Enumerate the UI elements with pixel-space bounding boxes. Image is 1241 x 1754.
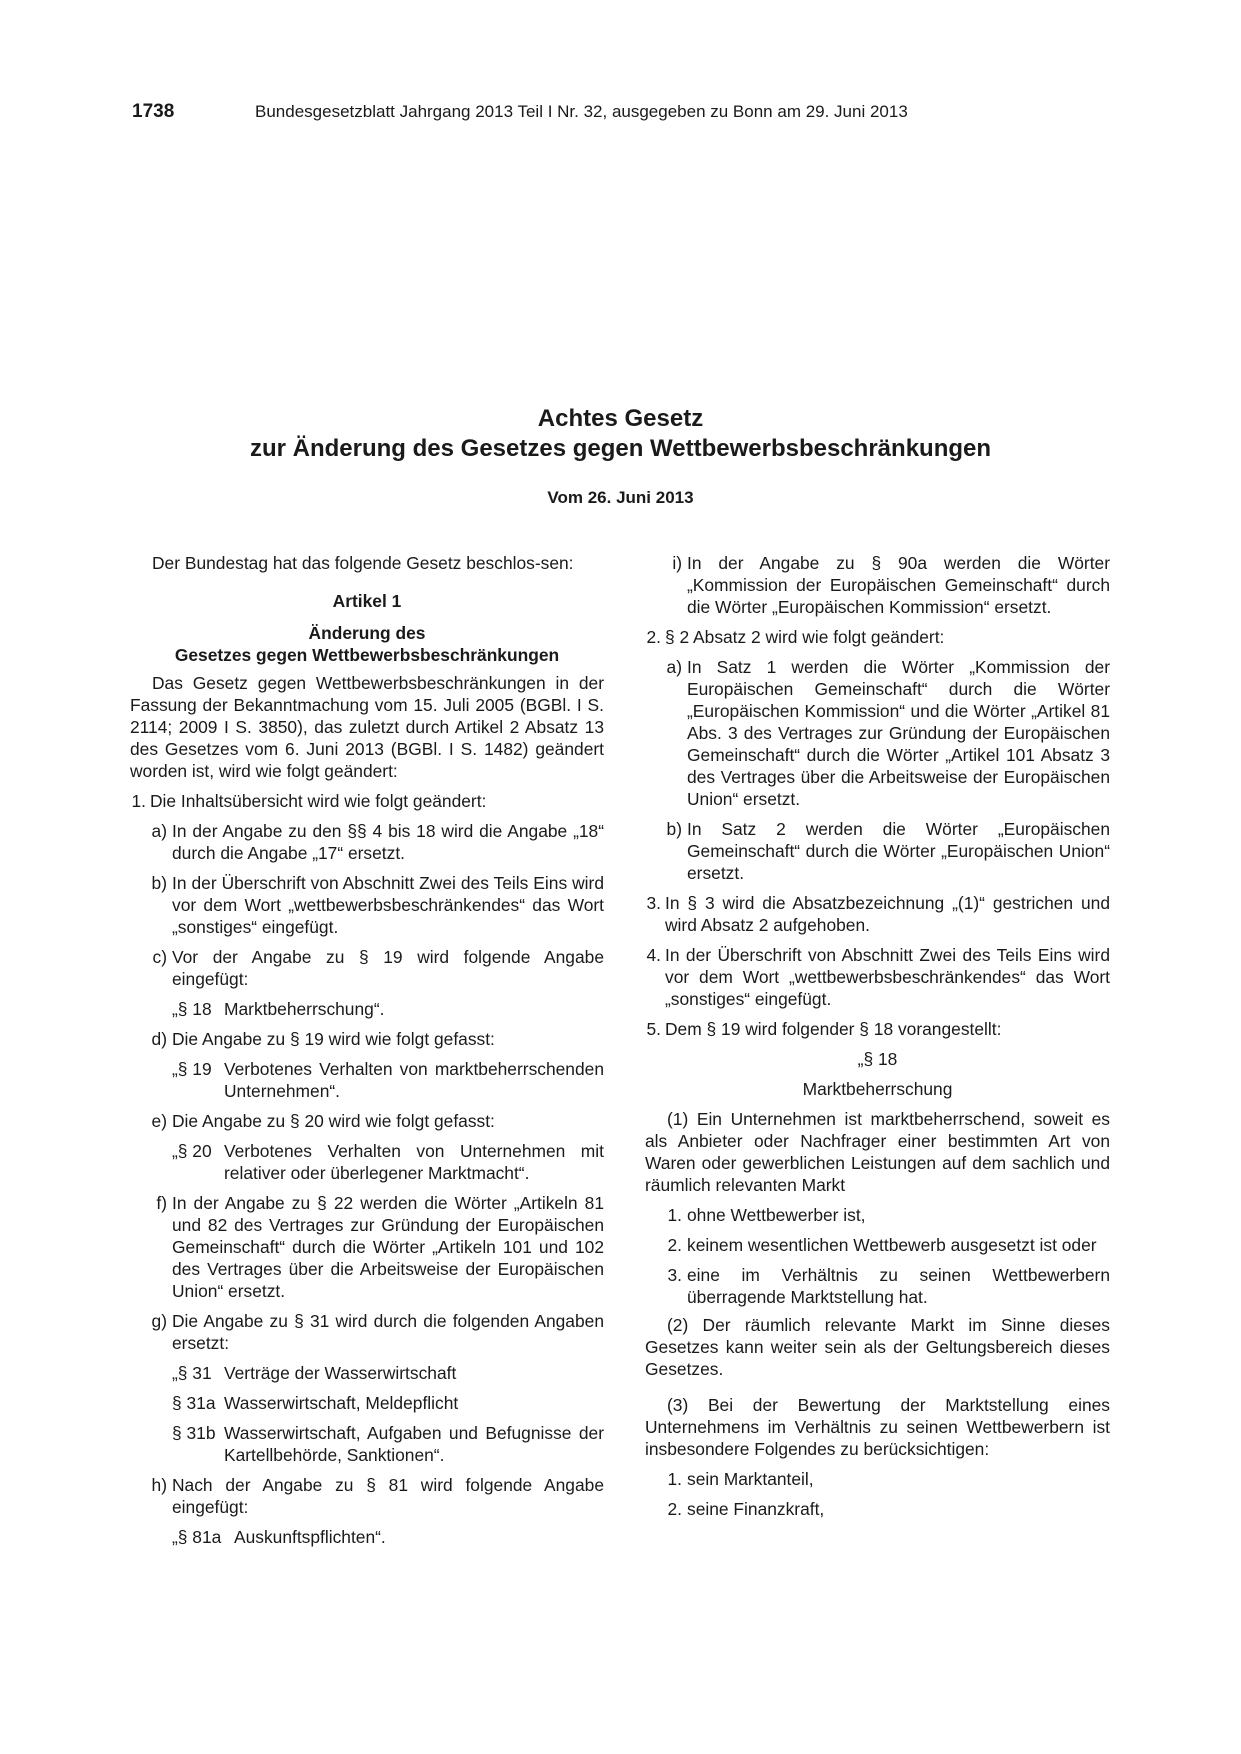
quoted-entry-text: Wasserwirtschaft, Meldepflicht (224, 1393, 459, 1413)
quoted-entry-text: Marktbeherrschung“. (224, 999, 385, 1019)
list-item-label: 3. (646, 893, 661, 913)
sub-item-text: Die Angabe zu § 19 wird wie folgt gefasst: (172, 1029, 495, 1049)
numbered-item-text: ohne Wettbewerber ist, (687, 1205, 866, 1225)
numbered-item-label: 2. (667, 1235, 682, 1255)
quoted-entry-text: Verbotenes Verhalten von marktbeherrschenden Unternehmen“. (224, 1059, 604, 1101)
numbered-item-text: sein Marktanteil, (687, 1469, 814, 1489)
sub-item-label: c) (152, 947, 167, 967)
sub-item-b (645, 818, 1110, 884)
list-item-text: § 2 Absatz 2 wird wie folgt geändert: (665, 627, 945, 647)
sub-item-label: i) (672, 553, 682, 573)
left-column (130, 552, 604, 1548)
paragraph-abs3: (3) Bei der Bewertung der Marktstellung eines Unternehmens im Verhältnis zu seinen Wettbewerbern ist insbesondere Folgendes zu berücksichtigen: (645, 1395, 1110, 1459)
numbered-item-label: 2. (667, 1499, 682, 1519)
list-item-label: 2. (646, 627, 661, 647)
sub-item-text: In Satz 1 werden die Wörter „Kommission der Europäischen Gemeinschaft“ durch die Wörter „Europäischen Kommission“ und die Wörter „Artikel 81 Abs. 3 des Vertrages zur Gründung der Europäischen Gemeinschaft“ durch die Wörter „Artikel 101 Absatz 3 des Vertrages über die Arbeitsweise der Europäischen Union“ ersetzt. (687, 657, 1110, 809)
paragraph-abs1: (1) Ein Unternehmen ist marktbeherrschend, soweit es als Anbieter oder Nachfrager einer bestimmten Art von Waren oder gewerblichen Leistungen auf dem sachlich und räumlich relevanten Markt (645, 1109, 1110, 1195)
quoted-entry (130, 1422, 604, 1466)
right-column (645, 552, 1110, 1520)
quoted-entry-text: Verbotenes Verhalten von Unternehmen mit relativer oder überlegener Marktmacht“. (224, 1141, 604, 1183)
law-date: Vom 26. Juni 2013 (547, 488, 694, 507)
numbered-item (645, 1234, 1110, 1256)
list-item-text: In der Überschrift von Abschnitt Zwei des Teils Eins wird vor dem Wort „wettbewerbsbeschränkendes“ das Wort „sonstiges“ eingefügt. (665, 945, 1110, 1009)
numbered-item-label: 1. (667, 1469, 682, 1489)
sub-item-d (130, 1028, 604, 1050)
law-title-line2: zur Änderung des Gesetzes gegen Wettbewerbsbeschränkungen (249, 435, 992, 462)
numbered-item (645, 1468, 1110, 1490)
quoted-entry (130, 1140, 604, 1184)
running-head-text: Bundesgesetzblatt Jahrgang 2013 Teil I Nr. 32, ausgegeben zu Bonn am 29. Juni 2013 (255, 102, 908, 121)
list-item-1 (130, 790, 604, 812)
sub-item-label: f) (156, 1193, 167, 1213)
sub-item-label: d) (151, 1029, 167, 1049)
list-item-3 (645, 892, 1110, 936)
list-item-label: 4. (646, 945, 661, 965)
quoted-entry-number: „§ 81a (172, 1527, 222, 1547)
artikel-title-line1: Änderung des (308, 623, 426, 643)
quoted-entry (130, 1362, 604, 1384)
sub-item-text: In Satz 2 werden die Wörter „Europäischen Gemeinschaft“ durch die Wörter „Europäischen Union“ ersetzt. (687, 819, 1110, 883)
quoted-entry-number: § 31b (172, 1423, 216, 1443)
sub-item-text: In der Angabe zu § 22 werden die Wörter „Artikeln 81 und 82 des Vertrages zur Gründung der Europäischen Gemeinschaft“ durch die Wörter „Artikeln 101 und 102 des Vertrages über die Arbeitsweise der Europäischen Union“ ersetzt. (172, 1193, 604, 1301)
sub-item-i (645, 552, 1110, 618)
section-number: „§ 18 (857, 1049, 898, 1069)
quoted-entry-text: Verträge der Wasserwirtschaft (224, 1363, 457, 1383)
sub-item-f (130, 1192, 604, 1302)
sub-item-label: b) (666, 819, 682, 839)
sub-item-text: Die Angabe zu § 20 wird wie folgt gefasst: (172, 1111, 495, 1131)
list-item-2 (645, 626, 1110, 648)
preamble-paragraph: Das Gesetz gegen Wettbewerbsbeschränkungen in der Fassung der Bekanntmachung vom 15. Juli 2005 (BGBl. I S. 2114; 2009 I S. 3850), das zuletzt durch Artikel 2 Absatz 13 des Gesetzes vom 6. Juni 2013 (BGBl. I S. 1482) geändert worden ist, wird wie folgt geändert: (130, 673, 604, 781)
quoted-entry-text: Wasserwirtschaft, Aufgaben und Befugnisse der Kartellbehörde, Sanktionen“. (224, 1423, 604, 1465)
law-title-line1: Achtes Gesetz (537, 405, 704, 432)
sub-item-a (130, 820, 604, 864)
artikel-heading: Artikel 1 (332, 591, 402, 611)
sub-item-label: h) (151, 1475, 167, 1495)
sub-item-h (130, 1474, 604, 1518)
list-item-4 (645, 944, 1110, 1010)
sub-item-label: a) (151, 821, 167, 841)
quoted-entry-number: „§ 18 (172, 999, 212, 1019)
list-item-5 (645, 1018, 1110, 1040)
quoted-entry (130, 1058, 604, 1102)
section-title: Marktbeherrschung (802, 1079, 953, 1099)
quoted-entry (130, 1392, 604, 1414)
running-head (132, 101, 908, 123)
sub-item-label: e) (151, 1111, 167, 1131)
quoted-entry-number: „§ 19 (172, 1059, 212, 1079)
sub-item-text: Die Angabe zu § 31 wird durch die folgenden Angaben ersetzt: (172, 1311, 604, 1353)
list-item-text: Dem § 19 wird folgender § 18 vorangestellt: (665, 1019, 1002, 1039)
sub-item-c (130, 946, 604, 990)
list-item-text: Die Inhaltsübersicht wird wie folgt geändert: (150, 791, 487, 811)
numbered-item-label: 1. (667, 1205, 682, 1225)
sub-item-b (130, 872, 604, 938)
sub-item-text: In der Angabe zu § 90a werden die Wörter „Kommission der Europäischen Gemeinschaft“ durch die Wörter „Europäischen Kommission“ ersetzt. (687, 553, 1110, 617)
sub-item-label: a) (666, 657, 682, 677)
quoted-entry-number: „§ 20 (172, 1141, 212, 1161)
numbered-item (645, 1498, 1110, 1520)
numbered-item-text: eine im Verhältnis zu seinen Wettbewerbern überragende Marktstellung hat. (687, 1265, 1110, 1307)
list-item-label: 5. (646, 1019, 661, 1039)
sub-item-label: b) (151, 873, 167, 893)
title-block (0, 404, 1241, 508)
sub-item-label: g) (151, 1311, 167, 1331)
sub-item-e (130, 1110, 604, 1132)
quoted-entry-number: „§ 31 (172, 1363, 212, 1383)
sub-item-text: In der Überschrift von Abschnitt Zwei des Teils Eins wird vor dem Wort „wettbewerbsbeschränkendes“ das Wort „sonstiges“ eingefügt. (172, 873, 604, 937)
numbered-item (645, 1264, 1110, 1308)
sub-item-a (645, 656, 1110, 810)
numbered-item-text: seine Finanzkraft, (687, 1499, 825, 1519)
numbered-item-text: keinem wesentlichen Wettbewerb ausgesetzt ist oder (687, 1235, 1097, 1255)
page-number: 1738 (132, 101, 175, 122)
intro-paragraph: Der Bundestag hat das folgende Gesetz beschlos-sen: (152, 553, 574, 573)
quoted-entry (130, 1526, 604, 1548)
list-item-text: In § 3 wird die Absatzbezeichnung „(1)“ gestrichen und wird Absatz 2 aufgehoben. (665, 893, 1110, 935)
sub-item-text: Vor der Angabe zu § 19 wird folgende Angabe eingefügt: (172, 947, 604, 989)
quoted-entry-number: § 31a (172, 1393, 216, 1413)
numbered-item (645, 1204, 1110, 1226)
sub-item-text: Nach der Angabe zu § 81 wird folgende Angabe eingefügt: (172, 1475, 604, 1517)
quoted-entry-text: Auskunftspflichten“. (234, 1527, 386, 1547)
paragraph-abs2: (2) Der räumlich relevante Markt im Sinne dieses Gesetzes kann weiter sein als der Geltungsbereich dieses Gesetzes. (645, 1315, 1110, 1379)
sub-item-g (130, 1310, 604, 1354)
artikel-title-line2: Gesetzes gegen Wettbewerbsbeschränkungen (174, 645, 560, 665)
quoted-entry (130, 998, 604, 1020)
list-item-label: 1. (131, 791, 146, 811)
numbered-item-label: 3. (667, 1265, 682, 1285)
sub-item-text: In der Angabe zu den §§ 4 bis 18 wird die Angabe „18“ durch die Angabe „17“ ersetzt. (172, 821, 604, 863)
